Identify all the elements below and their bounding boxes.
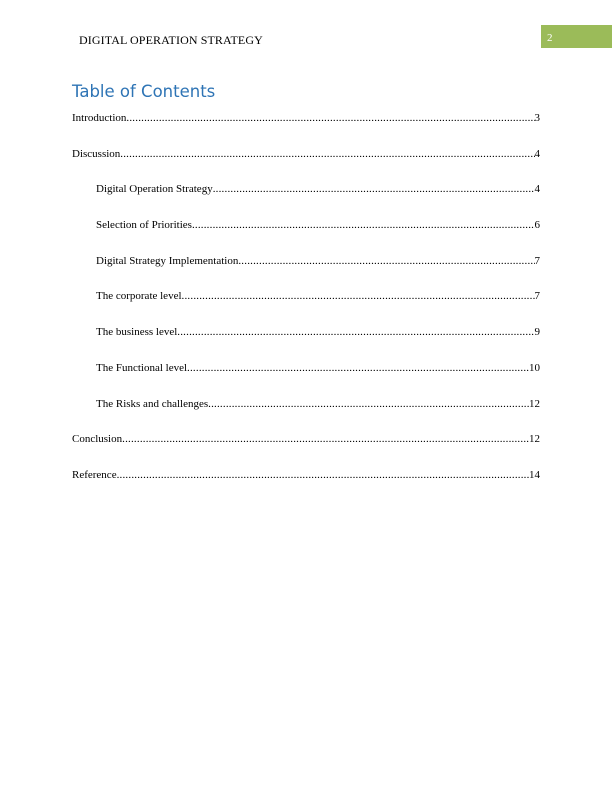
toc-entry-label: Discussion xyxy=(72,147,121,160)
toc-entry-corporate-level[interactable] xyxy=(72,289,540,303)
toc-entry-page: 3 xyxy=(534,112,540,124)
toc-entry-page: 7 xyxy=(534,254,540,267)
toc-entry-label: The Risks and challenges xyxy=(96,397,209,410)
toc-entry-page: 10 xyxy=(529,361,540,374)
toc-entry-label: Selection of Priorities xyxy=(96,219,192,232)
toc-leader-dots xyxy=(120,147,534,161)
toc-entry-page: 12 xyxy=(529,433,540,446)
toc-entry-business-level[interactable] xyxy=(72,325,540,339)
toc-leader-dots xyxy=(117,468,529,482)
page-number: 2 xyxy=(547,32,553,44)
toc-entry-label: Digital Strategy Implementation xyxy=(96,254,239,267)
toc-entry-page: 4 xyxy=(534,183,540,196)
toc-entry-digital-operation-strategy[interactable] xyxy=(72,182,540,196)
toc-leader-dots xyxy=(177,325,534,339)
toc-entry-label: The corporate level xyxy=(96,290,182,303)
toc-leader-dots xyxy=(187,361,529,375)
toc-entry-page: 14 xyxy=(529,468,540,481)
toc-entry-label: Digital Operation Strategy xyxy=(96,183,213,196)
toc-entry-page: 6 xyxy=(534,219,540,232)
toc-leader-dots xyxy=(238,254,534,268)
toc-entry-reference[interactable] xyxy=(72,468,540,482)
toc-entry-digital-strategy-implementation[interactable] xyxy=(72,254,540,268)
toc-entry-page: 12 xyxy=(529,397,540,410)
toc-entry-label: The business level xyxy=(96,326,178,339)
toc-entry-label: The Functional level xyxy=(96,361,188,374)
toc-entry-conclusion[interactable] xyxy=(72,432,540,446)
toc-entry-page: 9 xyxy=(534,326,540,339)
table-of-contents xyxy=(72,111,540,504)
toc-entry-page: 7 xyxy=(534,290,540,303)
toc-leader-dots xyxy=(208,397,529,411)
toc-entry-label: Conclusion xyxy=(72,433,123,446)
toc-entry-selection-of-priorities[interactable] xyxy=(72,218,540,232)
toc-entry-page: 4 xyxy=(534,147,540,160)
toc-leader-dots xyxy=(192,218,535,232)
toc-leader-dots xyxy=(213,182,535,196)
toc-entry-label: Reference xyxy=(72,468,117,481)
toc-entry-label: Introduction xyxy=(72,112,127,124)
toc-heading: Table of Contents xyxy=(72,82,216,101)
toc-entry-introduction[interactable] xyxy=(72,111,540,125)
toc-entry-discussion[interactable] xyxy=(72,147,540,161)
toc-entry-risks-and-challenges[interactable] xyxy=(72,397,540,411)
toc-entry-functional-level[interactable] xyxy=(72,361,540,375)
toc-leader-dots xyxy=(182,289,535,303)
toc-leader-dots xyxy=(126,111,534,125)
running-header-title: DIGITAL OPERATION STRATEGY xyxy=(79,33,263,47)
page-number-badge xyxy=(541,25,612,48)
toc-leader-dots xyxy=(122,432,529,446)
